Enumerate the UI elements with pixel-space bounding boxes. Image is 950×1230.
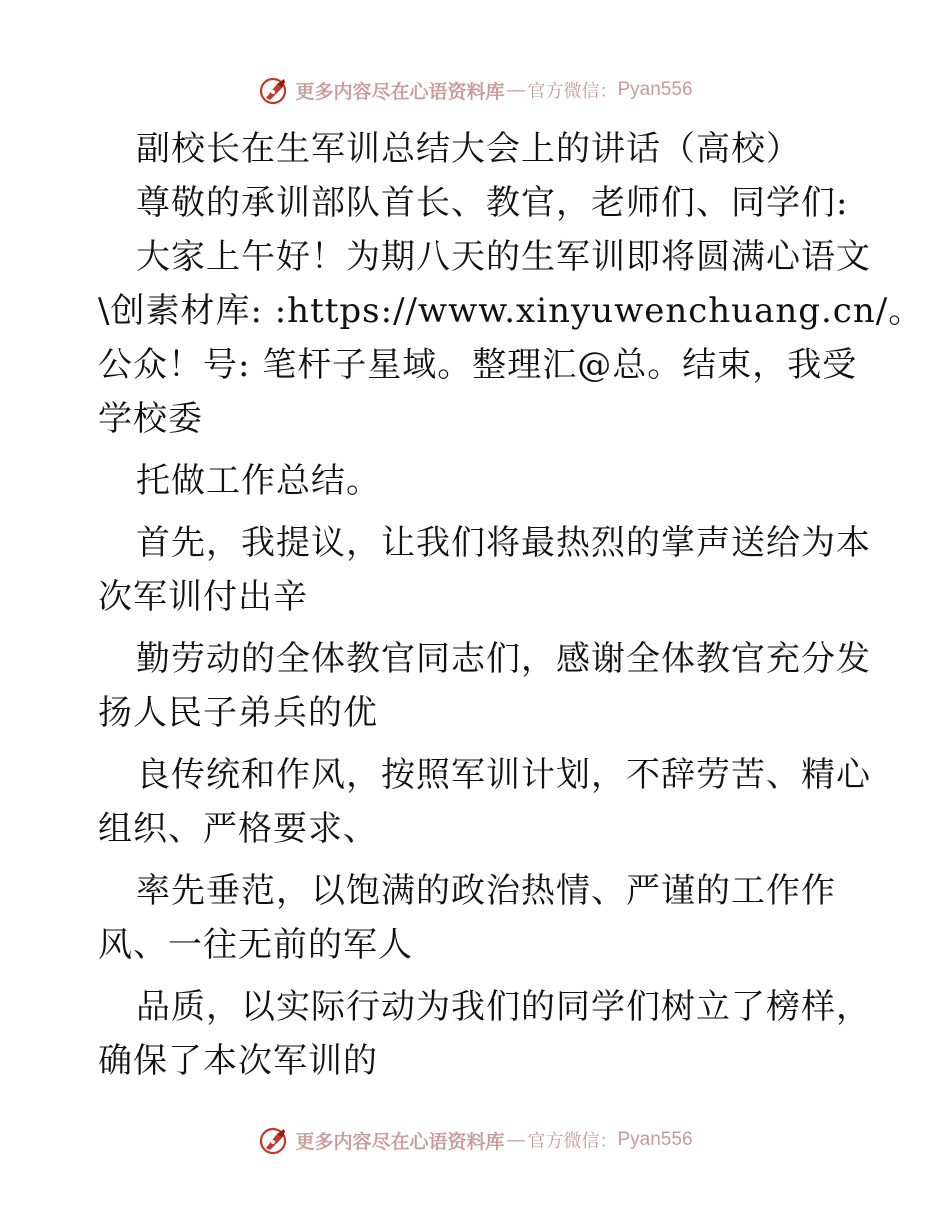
footer-watermark-banner (0, 1120, 950, 1160)
header-dash: — (506, 79, 526, 101)
header-contact-label: 官方微信： (527, 81, 618, 102)
text-line: 学校委 (98, 399, 203, 439)
header-brand-text: 更多内容尽在心语资料库 (295, 80, 505, 103)
text-line: 公众！号: 笔杆子星域。整理汇@总。结束，我受 (98, 345, 858, 385)
document-body (98, 122, 924, 1088)
text-line: 托做工作总结。 (136, 461, 381, 501)
text-line: \创素材库: :https://www.xinyuwenchuang.cn/。 (98, 291, 924, 331)
footer-contact-label: 官方微信： (527, 1131, 618, 1152)
text-line: 勤劳动的全体教官同志们，感谢全体教官充分发 (136, 639, 871, 679)
text-line: 次军训付出辛 (98, 577, 308, 617)
text-line: 率先垂范，以饱满的政治热情、严谨的工作作 (136, 871, 836, 911)
text-line: 良传统和作风，按照军训计划，不辞劳苦、精心 (136, 755, 871, 795)
pen-nib-logo-icon (257, 74, 289, 106)
text-line: 组织、严格要求、 (98, 809, 378, 849)
text-line: 大家上午好！为期八天的生军训即将圆满心语文 (136, 237, 871, 277)
document-title: 副校长在生军训总结大会上的讲话（高校） (136, 129, 801, 169)
text-line: 品质，以实际行动为我们的同学们树立了榜样， (136, 987, 871, 1027)
footer-wechat-id: Pyan556 (617, 1129, 693, 1150)
footer-dash: — (506, 1129, 526, 1151)
salutation-line: 尊敬的承训部队首长、教官，老师们、同学们: (136, 183, 849, 223)
pen-nib-logo-icon (257, 1124, 289, 1156)
footer-brand-text: 更多内容尽在心语资料库 (295, 1130, 505, 1153)
text-line: 扬人民子弟兵的优 (98, 693, 378, 733)
header-watermark-banner (0, 70, 950, 110)
text-line: 风、一往无前的军人 (98, 925, 413, 965)
text-line: 确保了本次军训的 (98, 1041, 378, 1081)
text-line: 首先，我提议，让我们将最热烈的掌声送给为本 (136, 523, 871, 563)
header-wechat-id: Pyan556 (617, 79, 693, 100)
